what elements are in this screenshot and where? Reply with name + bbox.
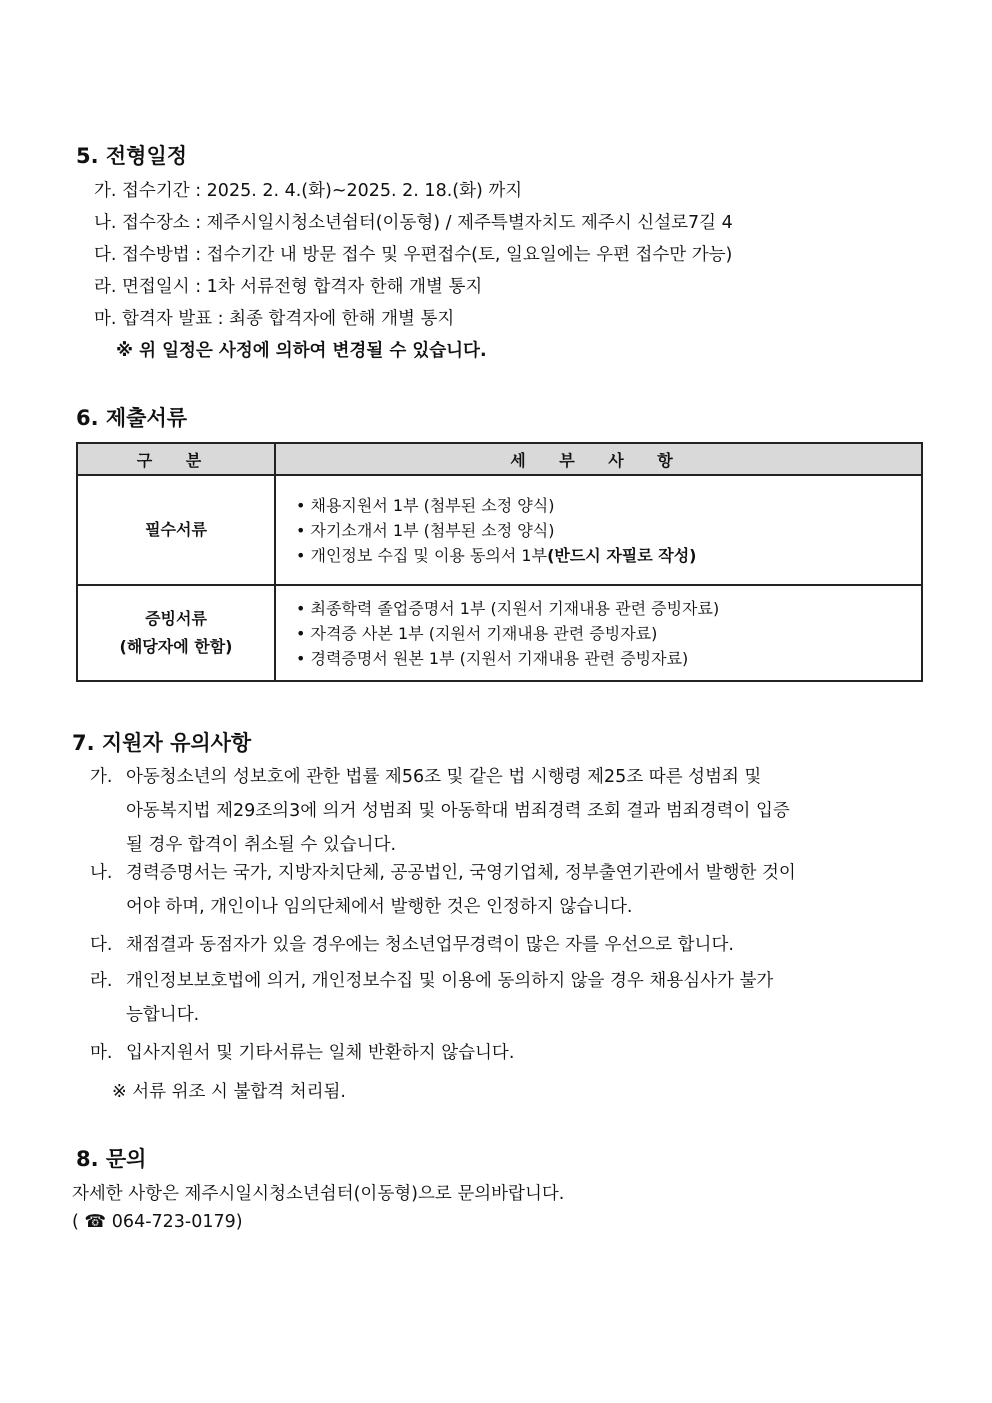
documents-table: [76, 442, 923, 682]
detail-emphasis: (반드시 자필로 작성): [547, 545, 697, 565]
notice-note: ※ 서류 위조 시 불합격 처리됨.: [112, 1082, 346, 1102]
inquiry-phone: [72, 1212, 243, 1232]
notice-marker: 라.: [90, 971, 113, 991]
section6-heading: 6. 제출서류: [76, 406, 188, 430]
detail-line: • 경력증명서 원본 1부 (지원서 기재내용 관련 증빙자료): [296, 648, 689, 668]
notice-item: [90, 928, 930, 962]
phone-open-paren: (: [72, 1212, 79, 1232]
detail-line: [296, 543, 921, 568]
phone-icon: ☎: [84, 1212, 107, 1232]
detail-line: • 최종학력 졸업증명서 1부 (지원서 기재내용 관련 증빙자료): [296, 598, 720, 618]
notice-marker: 마.: [90, 1043, 113, 1063]
category-cell: [77, 585, 275, 681]
category-sub-label: (해당자에 한함): [119, 637, 233, 656]
notice-item: [90, 964, 930, 1032]
notice-line: 경력증명서는 국가, 지방자치단체, 공공법인, 국영기업체, 정부출연기관에서 발행한 것이: [126, 863, 796, 883]
table-header-row: [77, 443, 922, 475]
notice-marker: 나.: [90, 863, 113, 883]
notice-line: 아동복지법 제29조의3에 의거 성범죄 및 아동학대 범죄경력 조회 결과 범죄경력이 입증: [126, 801, 790, 821]
details-cell: [275, 585, 922, 681]
notice-marker: 가.: [90, 767, 113, 787]
category-label: 증빙서류: [145, 609, 207, 628]
detail-line: • 채용지원서 1부 (첨부된 소정 양식): [296, 495, 555, 515]
notice-line: 어야 하며, 개인이나 임의단체에서 발행한 것은 인정하지 않습니다.: [126, 897, 633, 917]
notice-marker: 다.: [90, 935, 113, 955]
category-label: 필수서류: [145, 520, 207, 539]
notice-item: [90, 1036, 930, 1070]
notice-item: [90, 856, 930, 924]
schedule-item: 가. 접수기간 : 2025. 2. 4.(화)~2025. 2. 18.(화) 까지: [94, 181, 523, 201]
notice-line: 채점결과 동점자가 있을 경우에는 청소년업무경력이 많은 자를 우선으로 합니다.: [126, 935, 734, 955]
section5-heading: 5. 전형일정: [76, 144, 188, 168]
table-row: [77, 475, 922, 585]
inquiry-text: 자세한 사항은 제주시일시청소년쉼터(이동형)으로 문의바랍니다.: [72, 1184, 565, 1204]
detail-text: • 개인정보 수집 및 이용 동의서 1부: [296, 545, 548, 565]
category-cell: [77, 475, 275, 585]
notice-line: 될 경우 합격이 취소될 수 있습니다.: [126, 835, 397, 855]
section8-heading: 8. 문의: [76, 1147, 147, 1171]
notice-line: 아동청소년의 성보호에 관한 법률 제56조 및 같은 법 시행령 제25조 따른 성범죄 및: [126, 767, 762, 787]
notice-item: [90, 760, 930, 862]
notice-line: 능합니다.: [126, 1005, 200, 1025]
schedule-item: 라. 면접일시 : 1차 서류전형 합격자 한해 개별 통지: [94, 277, 483, 297]
table-header: 세 부 사 항: [275, 443, 922, 475]
section7-heading: 7. 지원자 유의사항: [72, 731, 252, 755]
notice-line: 개인정보보호법에 의거, 개인정보수집 및 이용에 동의하지 않을 경우 채용심사가 불가: [126, 971, 774, 991]
detail-line: • 자기소개서 1부 (첨부된 소정 양식): [296, 520, 555, 540]
table-row: [77, 585, 922, 681]
details-cell: [275, 475, 922, 585]
table-header: 구 분: [77, 443, 275, 475]
schedule-note: ※ 위 일정은 사정에 의하여 변경될 수 있습니다.: [116, 341, 487, 361]
phone-number: 064-723-0179): [111, 1212, 243, 1232]
notice-line: 입사지원서 및 기타서류는 일체 반환하지 않습니다.: [126, 1043, 515, 1063]
schedule-item: 마. 합격자 발표 : 최종 합격자에 한해 개별 통지: [94, 309, 455, 329]
schedule-item: 나. 접수장소 : 제주시일시청소년쉼터(이동형) / 제주특별자치도 제주시 신설로7길 4: [94, 213, 733, 233]
detail-line: • 자격증 사본 1부 (지원서 기재내용 관련 증빙자료): [296, 623, 658, 643]
schedule-item: 다. 접수방법 : 접수기간 내 방문 접수 및 우편접수(토, 일요일에는 우편 접수만 가능): [94, 245, 733, 265]
